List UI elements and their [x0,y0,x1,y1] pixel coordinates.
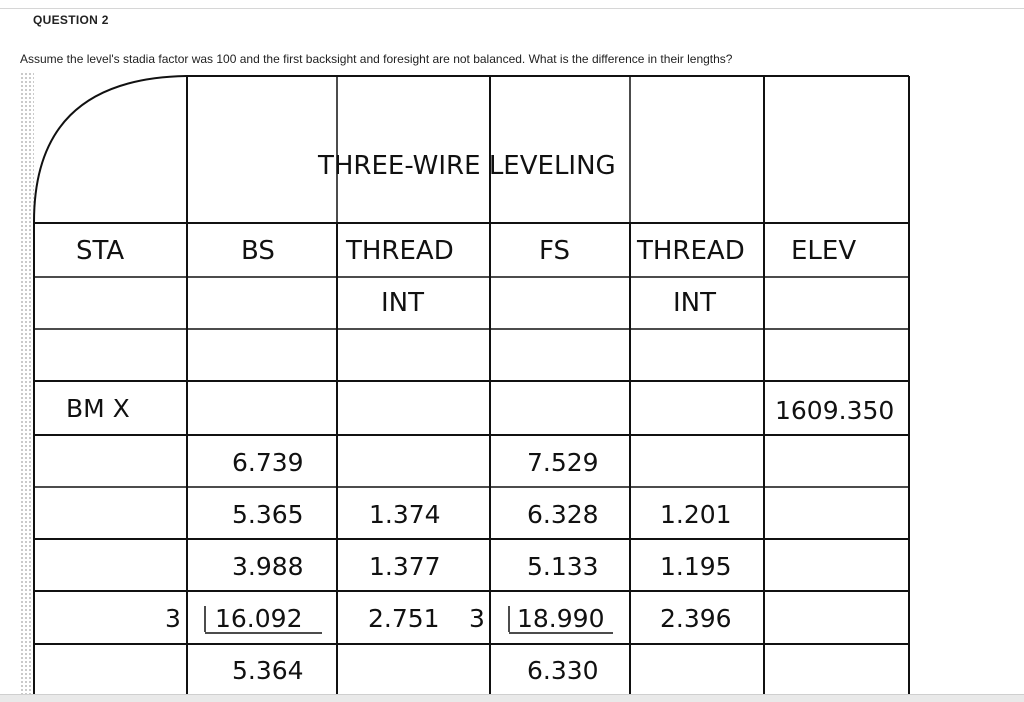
fs-upper: 7.529 [527,448,599,477]
fs-sum: 18.990 [517,604,605,633]
bs-sum: 16.092 [215,604,303,633]
fs-interval-sum: 2.396 [660,604,732,633]
bs-interval-sum: 2.751 [368,604,440,633]
table-title: THREE-WIRE LEVELING [318,151,616,181]
header-elev: ELEV [791,236,857,266]
header-fs: FS [539,236,571,266]
fs-lower: 5.133 [527,552,599,581]
bm-elevation: 1609.350 [775,396,895,425]
fs-mean: 6.330 [527,656,599,685]
fs-divisor: 3 [469,604,485,633]
fs-upper-interval: 1.201 [660,500,732,529]
fs-middle: 6.328 [527,500,599,529]
header-bs: BS [241,236,275,266]
bs-upper: 6.739 [232,448,304,477]
header-thread-1: THREAD [346,236,454,266]
header-int-1: INT [381,288,424,318]
bs-upper-interval: 1.374 [369,500,441,529]
header-sta: STA [76,236,125,266]
bs-divisor: 3 [165,604,181,633]
header-int-2: INT [673,288,716,318]
bs-mean: 5.364 [232,656,304,685]
header-thread-2: THREAD [637,236,745,266]
fs-lower-interval: 1.195 [660,552,732,581]
question-label: QUESTION 2 [33,13,109,27]
bs-lower: 3.988 [232,552,304,581]
bm-station: BM X [66,394,130,423]
bs-lower-interval: 1.377 [369,552,441,581]
bs-middle: 5.365 [232,500,304,529]
question-text: Assume the level's stadia factor was 100 and the first backsight and foresight are not balanced. What is the difference in their lengths? [20,52,733,66]
